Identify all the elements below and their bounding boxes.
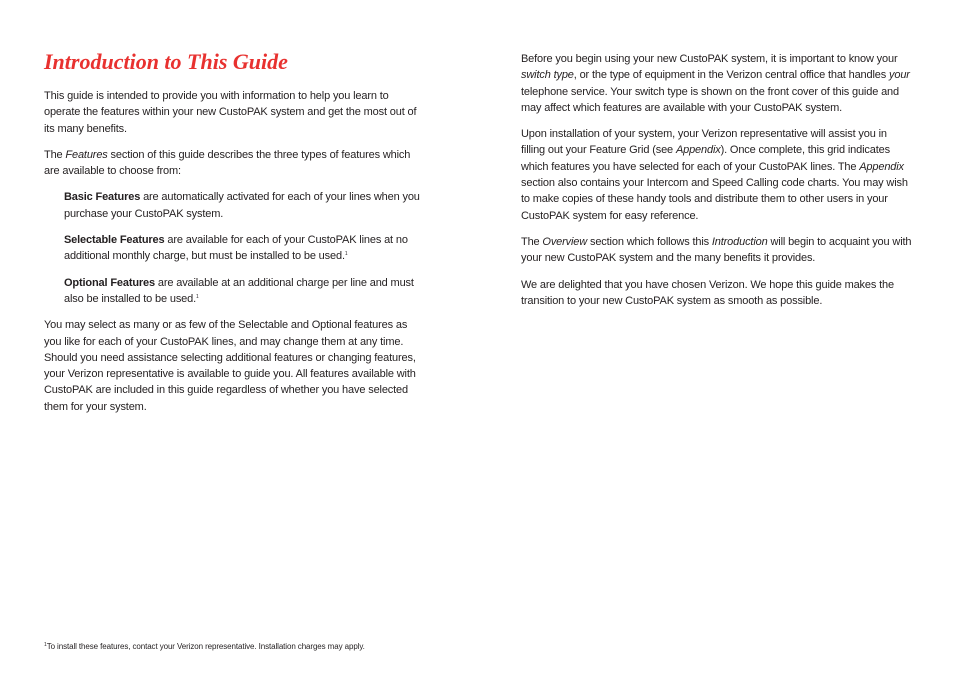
selectable-features-label: Selectable Features xyxy=(64,234,165,247)
overview-paragraph: The Overview section which follows this Introduction will begin to acquaint you with your new CustoPAK system and the many benefits it provides. xyxy=(521,235,912,265)
footnote xyxy=(44,641,365,652)
footnote-mark: 1 xyxy=(44,642,47,648)
selection-paragraph: You may select as many or as few of the Selectable and Optional features as you like for each of your CustoPAK lines, and may change them at any time. Should you need assistance selecting additional features or changing features, your Verizon representative is available to guide you. All features available with CustoPAK are included in this guide regardless of whether you have selected them for your system. xyxy=(44,319,416,413)
left-column xyxy=(44,48,424,425)
closing-paragraph: We are delighted that you have chosen Verizon. We hope this guide makes the transition to your new CustoPAK system as smooth as possible. xyxy=(521,278,894,307)
basic-features-label: Basic Features xyxy=(64,191,141,204)
optional-features-item: Optional Features are available at an additional charge per line and must also be installed to be used.$^1$ xyxy=(64,276,414,305)
page-title: Introduction to This Guide xyxy=(44,49,288,74)
features-paragraph: The Features section of this guide describes the three types of features which are available to choose from: xyxy=(44,148,411,178)
switch-type-paragraph: Before you begin using your new CustoPAK system, it is important to know your switch type, or the type of equipment in the Verizon central office that handles your telephone service. Your switch type is shown on the front cover of this guide and may affect which features are available with your CustoPAK system. xyxy=(521,53,910,114)
footnote-marker: 1 xyxy=(196,293,199,300)
intro-paragraph: This guide is intended to provide you with information to help you learn to operate the features within your new CustoPAK system and get the most out of its many benefits. xyxy=(44,90,417,135)
selectable-features-item: Selectable Features are available for each of your CustoPAK lines at no additional monthly charge, but must be installed to be used.$^1$ xyxy=(64,234,408,263)
optional-features-label: Optional Features xyxy=(64,276,155,289)
footnote-text: To install these features, contact your Verizon representative. Installation charges may apply. xyxy=(46,642,365,651)
right-column xyxy=(521,51,913,319)
installation-paragraph: Upon installation of your system, your Verizon representative will assist you in filling out your Feature Grid (see Appendix). Once complete, this grid indicates which features you have selected for each of your CustoPAK lines. The Appendix section also contains your Intercom and Speed Calling code charts. You may wish to make copies of these handy tools and distribute them to other users in your CustoPAK system for easy reference. xyxy=(521,128,908,222)
footnote-marker: 1 xyxy=(344,251,348,258)
features-emphasis: Features xyxy=(65,148,108,161)
basic-features-item: Basic Features are automatically activated for each of your lines when you purchase your CustoPAK system. xyxy=(64,191,420,220)
